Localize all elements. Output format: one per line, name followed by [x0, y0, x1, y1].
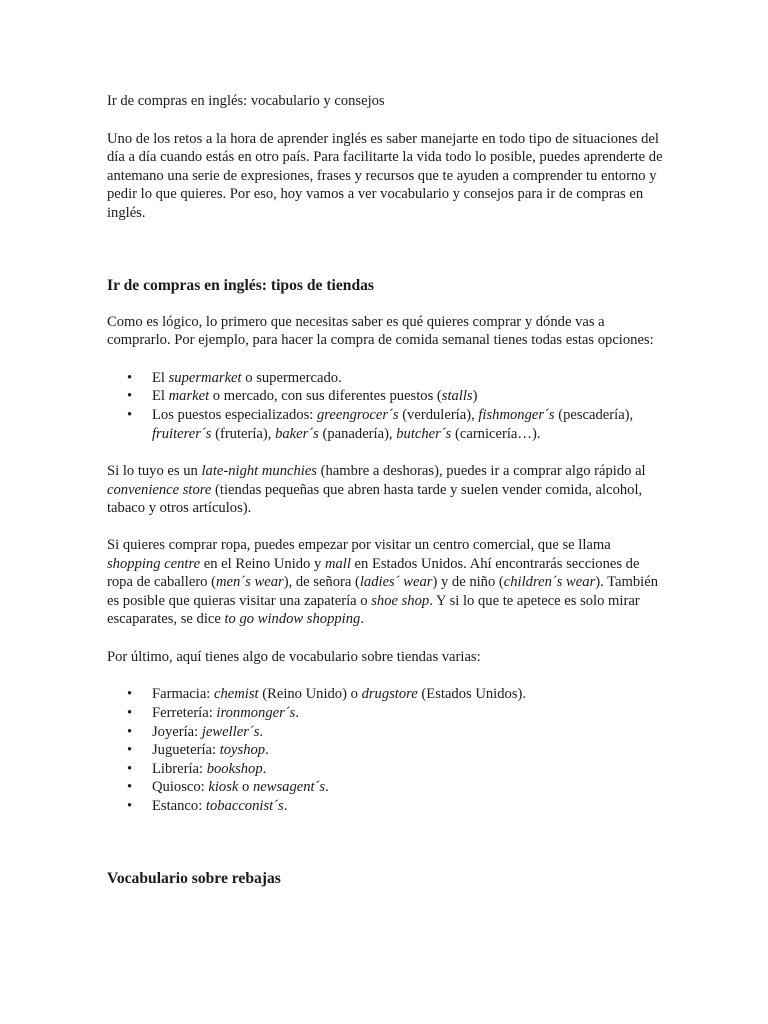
- italic-term: mall: [324, 555, 351, 572]
- italic-term: drugstore: [361, 686, 418, 703]
- bullet-icon: •: [127, 760, 133, 777]
- text-run: Juguetería:: [152, 742, 220, 759]
- bullet-icon: •: [127, 742, 133, 759]
- italic-term: stalls: [441, 388, 473, 405]
- section-heading-tipos-de-tiendas: Ir de compras en inglés: tipos de tiendas: [107, 276, 374, 294]
- text-run: o mercado, con sus diferentes puestos (: [209, 388, 442, 405]
- bullet-icon: •: [127, 388, 133, 405]
- list-item: [107, 723, 667, 742]
- bullet-icon: •: [127, 686, 133, 703]
- italic-term: greengrocer´s: [316, 406, 399, 423]
- italic-term: to go window shopping: [224, 611, 361, 628]
- paragraph-como-es-logico: Como es lógico, lo primero que necesitas saber es qué quieres comprar y dónde vas a comprarlo. Por ejemplo, para hacer la compra de comida semanal tienes todas estas opciones:: [107, 313, 654, 349]
- italic-term: baker´s: [275, 425, 319, 442]
- text-run: Quiosco:: [152, 779, 209, 796]
- italic-term: newsagent´s: [252, 779, 326, 796]
- italic-term: bookshop: [206, 760, 263, 777]
- bullet-icon: •: [127, 779, 133, 796]
- list-item: [107, 778, 667, 797]
- bullet-icon: •: [127, 406, 133, 423]
- list-item: [107, 760, 667, 779]
- text-run: (hambre a deshoras), puedes ir a comprar algo rápido al: [316, 463, 646, 480]
- italic-term: kiosk: [208, 779, 239, 796]
- text-run: El: [152, 369, 169, 386]
- text-run: Librería:: [152, 760, 207, 777]
- text-run: ). También es posible que quieras visitar una zapatería o: [107, 574, 658, 609]
- list-item: [107, 704, 667, 723]
- text-run: .: [262, 760, 267, 777]
- intro-paragraph: Uno de los retos a la hora de aprender inglés es saber manejarte en todo tipo de situaciones del día a día cuando estás en otro país. Para facilitarte la vida todo lo posible, puedes aprenderte de antemano una serie de expresiones, frases y recursos que te ayuden a comprender tu entorno y pedir lo que quieres. Por eso, hoy vamos a ver vocabulario y consejos para ir de compras en inglés.: [107, 130, 663, 221]
- bullet-icon: •: [127, 705, 133, 722]
- bullet-icon: •: [127, 723, 133, 740]
- text-run: en el Reino Unido y: [200, 555, 325, 572]
- text-run: Los puestos especializados:: [152, 406, 317, 423]
- text-run: Estanco:: [152, 798, 206, 815]
- document-page: [107, 90, 667, 889]
- italic-term: shopping centre: [107, 555, 201, 572]
- italic-term: fruiterer´s: [152, 425, 212, 442]
- italic-term: late-night munchies: [201, 463, 317, 480]
- text-run: .: [283, 798, 288, 815]
- text-run: . Y si lo que te apetece es solo mirar escaparates, se dice: [107, 592, 640, 628]
- text-run: Farmacia:: [152, 686, 214, 703]
- text-run: Ferretería:: [152, 705, 217, 722]
- bullet-icon: •: [127, 369, 133, 386]
- text-run: (tiendas pequeñas que abren hasta tarde y suelen vender comida, alcohol, tabaco y otros artículos).: [107, 481, 643, 517]
- italic-term: tobacconist´s: [205, 798, 284, 815]
- text-run: (carnicería…).: [451, 425, 541, 442]
- text-run: (frutería),: [211, 425, 276, 442]
- italic-term: shoe shop: [371, 592, 430, 609]
- text-run: (verdulería),: [398, 406, 479, 423]
- text-run: Si quieres comprar ropa, puedes empezar por visitar un centro comercial, que se llama: [107, 536, 611, 553]
- paragraph-late-night: [107, 462, 667, 518]
- text-run: en Estados Unidos. Ahí encontrarás secciones de ropa de caballero (: [107, 555, 640, 591]
- text-run: .: [265, 742, 269, 759]
- list-item: [107, 369, 667, 388]
- paragraph-por-ultimo: Por último, aquí tienes algo de vocabulario sobre tiendas varias:: [107, 648, 481, 665]
- italic-term: chemist: [214, 686, 259, 703]
- text-run: ): [472, 388, 478, 405]
- bullet-icon: •: [127, 798, 133, 815]
- list-item: [107, 406, 667, 443]
- list-item: [107, 685, 667, 704]
- text-run: (panadería),: [318, 425, 397, 442]
- italic-term: convenience store: [107, 481, 212, 498]
- document-title: Ir de compras en inglés: vocabulario y consejos: [107, 93, 385, 109]
- italic-term: supermarket: [168, 369, 242, 386]
- text-run: El: [152, 388, 169, 405]
- text-run: o: [238, 779, 253, 796]
- text-run: .: [259, 723, 264, 740]
- italic-term: men´s wear: [215, 574, 284, 591]
- section-heading-rebajas: Vocabulario sobre rebajas: [107, 869, 281, 887]
- italic-term: market: [168, 388, 210, 405]
- text-run: .: [360, 611, 364, 628]
- italic-term: fishmonger´s: [478, 406, 555, 423]
- text-run: o supermercado.: [241, 369, 342, 386]
- italic-term: children´s wear: [503, 574, 596, 591]
- text-run: Joyería:: [152, 723, 202, 740]
- text-run: .: [295, 705, 299, 722]
- italic-term: toyshop: [219, 742, 266, 759]
- food-shops-list: [107, 369, 667, 443]
- text-run: .: [325, 779, 329, 796]
- list-item: [107, 741, 667, 760]
- list-item: [107, 797, 667, 816]
- paragraph-comprar-ropa: [107, 536, 667, 629]
- italic-term: butcher´s: [396, 425, 452, 442]
- italic-term: jeweller´s: [201, 723, 260, 740]
- text-run: ) y de niño (: [432, 574, 504, 591]
- italic-term: ladies´ wear: [359, 574, 433, 591]
- text-run: (pescadería),: [554, 406, 634, 423]
- text-run: ), de señora (: [283, 574, 360, 591]
- various-shops-list: [107, 685, 667, 815]
- text-run: (Reino Unido) o: [258, 686, 362, 703]
- italic-term: ironmonger´s: [216, 705, 296, 722]
- text-run: (Estados Unidos).: [417, 686, 527, 703]
- list-item: [107, 387, 667, 406]
- text-run: Si lo tuyo es un: [107, 463, 202, 480]
